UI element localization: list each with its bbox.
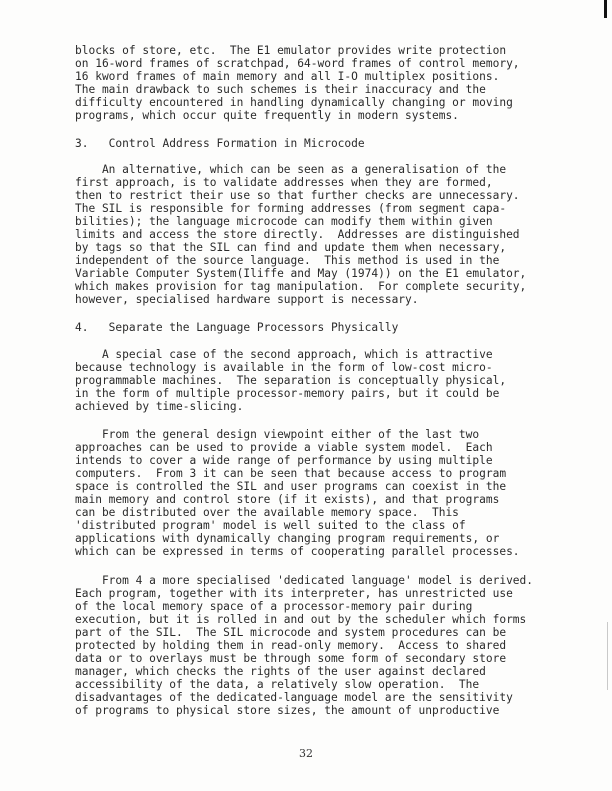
paragraph-1-line-2: on 16-word frames of scratchpad, 64-word frames of control memory, xyxy=(75,57,520,70)
paragraph-3-line-4: in the form of multiple processor-memory pairs, but it could be xyxy=(75,387,500,400)
paragraph-1-line-3: 16 kword frames of main memory and all I-O multiplex positions. xyxy=(75,70,500,83)
paragraph-4-line-4: computers. From 3 it can be seen that because access to program xyxy=(75,467,507,480)
paragraph-2-line-4: The SIL is responsible for forming addresses (from segment capa- xyxy=(75,202,507,215)
paragraph-4-line-2: approaches can be used to provide a viable system model. Each xyxy=(75,441,493,454)
paragraph-3-line-5: achieved by time-slicing. xyxy=(75,400,244,413)
paragraph-2-line-2: first approach, is to validate addresses when they are formed, xyxy=(75,176,493,189)
paragraph-2-line-10: which makes provision for tag manipulation. For complete security, xyxy=(75,280,527,293)
paragraph-5-line-4: execution, but it is rolled in and out by the scheduler which forms xyxy=(75,613,527,626)
paragraph-4-line-1: From the general design viewpoint either of the last two xyxy=(75,428,480,441)
paragraph-1-line-4: The main drawback to such schemes is their inaccuracy and the xyxy=(75,83,486,96)
paragraph-5-line-2: Each program, together with its interpreter, has unrestricted use xyxy=(75,587,513,600)
paragraph-5-line-6: protected by holding them in read-only memory. Access to shared xyxy=(75,639,507,652)
paragraph-3-line-2: because technology is available in the form of low-cost micro- xyxy=(75,361,493,374)
paragraph-2-line-7: by tags so that the SIL can find and update them when necessary, xyxy=(75,241,507,254)
paragraph-1-line-5: difficulty encountered in handling dynamically changing or moving xyxy=(75,96,513,109)
section-heading-4: 4. Separate the Language Processors Physically xyxy=(75,321,399,334)
paragraph-5-line-8: manager, which checks the rights of the user against declared xyxy=(75,665,486,678)
paragraph-4-line-7: can be distributed over the available memory space. This xyxy=(75,506,459,519)
paragraph-1-line-6: programs, which occur quite frequently in modern systems. xyxy=(75,109,459,122)
paragraph-4-line-10: which can be expressed in terms of cooperating parallel processes. xyxy=(75,545,520,558)
paragraph-2-line-1: An alternative, which can be seen as a generalisation of the xyxy=(75,163,507,176)
paragraph-2-line-5: bilities); the language microcode can modify them within given xyxy=(75,215,493,228)
paragraph-3-line-3: programmable machines. The separation is conceptually physical, xyxy=(75,374,507,387)
paragraph-2-line-3: then to restrict their use so that further checks are unnecessary. xyxy=(75,189,520,202)
paragraph-2-line-8: independent of the source language. This method is used in the xyxy=(75,254,500,267)
paragraph-4-line-5: space is controlled the SIL and user programs can coexist in the xyxy=(75,480,507,493)
margin-mark xyxy=(607,622,608,690)
paragraph-5-line-1: From 4 a more specialised 'dedicated language' model is derived. xyxy=(75,574,534,587)
paragraph-5-line-10: disadvantages of the dedicated-language model are the sensitivity xyxy=(75,691,513,704)
paragraph-2-line-11: however, specialised hardware support is necessary. xyxy=(75,293,419,306)
paragraph-5-line-3: of the local memory space of a processor-memory pair during xyxy=(75,600,473,613)
page-number: 32 xyxy=(299,747,313,760)
paragraph-3-line-1: A special case of the second approach, which is attractive xyxy=(75,348,493,361)
paragraph-4-line-8: 'distributed program' model is well suited to the class of xyxy=(75,519,466,532)
paragraph-4-line-6: main memory and control store (if it exists), and that programs xyxy=(75,493,500,506)
paragraph-5-line-9: accessibility of the data, a relatively slow operation. The xyxy=(75,678,480,691)
paragraph-2-line-9: Variable Computer System(Iliffe and May (1974)) on the E1 emulator, xyxy=(75,267,527,280)
paragraph-5-line-5: part of the SIL. The SIL microcode and system procedures can be xyxy=(75,626,507,639)
paragraph-4-line-9: applications with dynamically changing program requirements, or xyxy=(75,532,500,545)
scan-edge-mark xyxy=(604,0,607,18)
paragraph-4-line-3: intends to cover a wide range of performance by using multiple xyxy=(75,454,493,467)
paragraph-5-line-7: data or to overlays must be through some form of secondary store xyxy=(75,652,507,665)
section-heading-3: 3. Control Address Formation in Microcode xyxy=(75,137,365,150)
paragraph-2-line-6: limits and access the store directly. Addresses are distinguished xyxy=(75,228,520,241)
paragraph-1-line-1: blocks of store, etc. The E1 emulator provides write protection xyxy=(75,44,507,57)
paragraph-5-line-11: of programs to physical store sizes, the amount of unproductive xyxy=(75,704,500,717)
